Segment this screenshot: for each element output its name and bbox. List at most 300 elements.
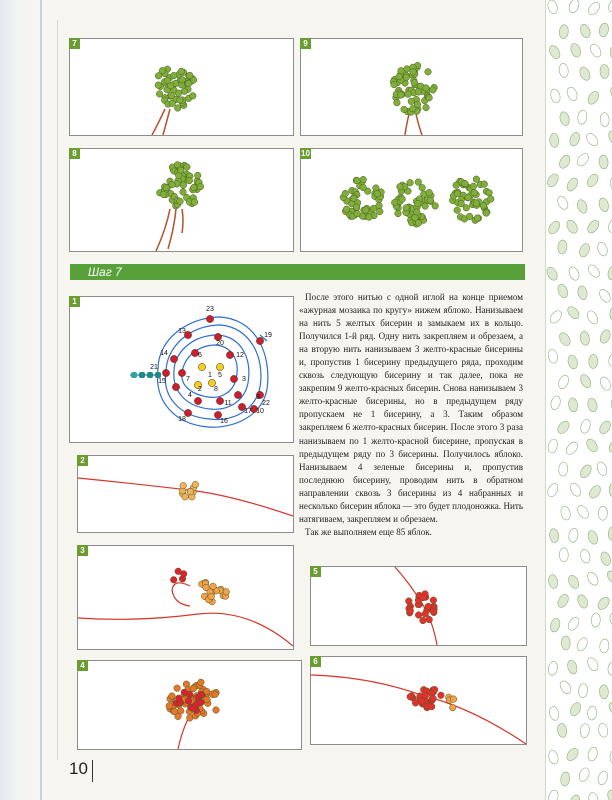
frame-number: 10 <box>301 149 310 158</box>
leaf-ornament <box>576 593 590 609</box>
bead <box>394 99 401 106</box>
bead <box>163 184 170 191</box>
bead <box>190 184 197 191</box>
bead <box>180 571 187 578</box>
leaf-ornament <box>558 111 570 127</box>
bead <box>415 200 422 207</box>
bead <box>480 203 487 210</box>
bead <box>481 181 488 188</box>
leaf-ornament <box>565 746 581 763</box>
bead <box>398 92 405 99</box>
bead <box>186 177 193 184</box>
bead <box>181 88 188 95</box>
bead <box>422 203 429 210</box>
leaf-ornament <box>546 0 559 15</box>
leaf-ornament <box>546 265 559 282</box>
diagram-label: 1 <box>208 372 212 379</box>
leaf-ornament <box>600 112 610 127</box>
leaf-ornament <box>558 63 569 78</box>
bead <box>415 612 422 619</box>
bead <box>430 608 437 615</box>
leaf-ornament <box>607 438 612 455</box>
diagram-label: 17 <box>244 408 252 415</box>
bead <box>430 597 437 604</box>
three-leaves-photo <box>301 149 522 251</box>
bead <box>354 177 361 184</box>
diagram-label: 7 <box>186 376 190 383</box>
bead <box>449 704 456 711</box>
leaf-ornament <box>558 679 573 696</box>
leaf-ornament <box>575 504 590 521</box>
bead <box>425 69 432 76</box>
diagram-bead <box>234 391 241 398</box>
bead <box>474 215 481 222</box>
diagram-bead <box>216 397 223 404</box>
leaf-ornament <box>558 462 568 477</box>
leaf-ornament <box>561 636 570 650</box>
spine-edge <box>40 0 42 800</box>
leaf-ornament <box>587 792 599 800</box>
stem-bead <box>131 372 137 378</box>
bead <box>483 210 490 217</box>
leaf-ornament <box>568 481 583 498</box>
bead <box>156 91 163 98</box>
diagram-label: 16 <box>220 418 228 425</box>
diagram-label: 2 <box>198 386 202 393</box>
bead <box>187 488 194 495</box>
photo-frame-6 <box>310 656 527 745</box>
bead <box>366 214 373 221</box>
leaf-ornament <box>587 746 599 762</box>
bead <box>180 189 187 196</box>
bead <box>213 707 220 714</box>
leaf-ornament <box>568 528 580 543</box>
leaf-ornament <box>585 570 600 587</box>
diagram-label: 9 <box>256 394 260 401</box>
leaf-ornament <box>546 172 560 189</box>
page-number: 10 <box>69 759 88 778</box>
leaf-ornament <box>577 110 588 125</box>
diagram-bead <box>178 369 185 376</box>
bead <box>438 692 445 699</box>
frame-number: 8 <box>69 148 80 159</box>
leaf-ornament <box>578 463 593 480</box>
leaf-ornament <box>560 772 571 787</box>
bead <box>198 699 205 706</box>
bead <box>423 104 430 111</box>
bead <box>184 164 191 171</box>
bead <box>399 196 406 203</box>
leaf-ornament <box>588 42 603 59</box>
leaf-ornament <box>579 548 591 564</box>
leaf-ornament <box>586 263 602 280</box>
stem-bead <box>147 372 153 378</box>
leaf-ornament <box>575 198 588 214</box>
diagram-bead <box>170 355 177 362</box>
bead <box>182 494 189 501</box>
bead <box>187 72 194 79</box>
leaf-ornament <box>549 88 562 104</box>
photo-frame-4 <box>77 660 302 750</box>
leaf-ornament <box>546 219 562 236</box>
bead <box>363 207 370 214</box>
bead <box>404 66 411 73</box>
bead <box>397 184 404 191</box>
leaf-ornament <box>559 548 568 562</box>
leaf-ornament <box>586 397 598 413</box>
leaf-ornament <box>556 195 570 212</box>
bead <box>197 183 204 190</box>
bead <box>180 482 187 489</box>
frame-number: 9 <box>300 38 311 49</box>
leaf-ornament <box>549 395 561 411</box>
leaf-ornament <box>577 285 589 301</box>
bead <box>166 703 173 710</box>
bead <box>169 693 176 700</box>
leaf-ornament <box>587 706 597 721</box>
margin-rule <box>57 20 58 760</box>
leaf-ornament <box>599 639 610 654</box>
frame-number: 4 <box>77 660 88 671</box>
bead <box>180 182 187 189</box>
leaf-ornament <box>560 505 572 521</box>
leaf-ornament <box>598 375 612 391</box>
leaf-ornament <box>586 529 599 545</box>
leaf-ornament <box>598 197 610 213</box>
leaf-ornament <box>585 656 600 673</box>
leaf-ornament <box>580 723 590 738</box>
apple-beadwork-photo <box>311 567 526 645</box>
bead <box>185 80 192 87</box>
diagram-bead <box>198 363 205 370</box>
bead <box>465 194 472 201</box>
bead <box>466 213 473 220</box>
leaf-ornament <box>579 331 590 346</box>
bead <box>470 183 477 190</box>
frame-number: 7 <box>69 38 80 49</box>
diagram-label: 23 <box>206 306 214 313</box>
bead <box>420 617 427 624</box>
bead <box>212 691 219 698</box>
bead <box>403 74 410 81</box>
bead <box>353 204 360 211</box>
leaf-ornament <box>556 283 570 299</box>
bead <box>194 172 201 179</box>
bead <box>396 73 403 80</box>
bead <box>159 67 166 74</box>
leaf-ornament <box>575 151 591 168</box>
bead <box>191 199 198 206</box>
bead <box>408 98 415 105</box>
bead <box>419 184 426 191</box>
diagram-bead <box>230 375 237 382</box>
bead <box>391 81 398 88</box>
bead <box>342 190 349 197</box>
diagram-label: 10 <box>256 408 264 415</box>
bead <box>169 100 176 107</box>
bead <box>360 176 367 183</box>
leaf-ornament <box>566 659 579 675</box>
bead <box>450 696 457 703</box>
leaf-ornament <box>586 89 601 106</box>
leaf-ornament <box>598 328 612 344</box>
bead <box>407 608 414 615</box>
bead <box>426 95 433 102</box>
diagram-bead <box>256 337 263 344</box>
bead <box>395 210 402 217</box>
bead <box>415 89 422 96</box>
leaf-ornament <box>599 685 609 699</box>
leaf-ornament <box>608 612 612 628</box>
bead <box>192 481 199 488</box>
apple-beadwork-photo <box>311 657 526 744</box>
leaf-ornament <box>556 723 567 738</box>
photo-frame-3 <box>77 545 294 650</box>
photo-frame-8 <box>69 148 294 252</box>
leaf-ornament <box>548 706 560 722</box>
bead <box>453 182 460 189</box>
leaf-ornament <box>585 309 600 326</box>
leaf-beadwork-photo <box>301 39 522 135</box>
bead <box>415 179 422 186</box>
diagram-bead <box>162 369 169 376</box>
bead <box>422 611 429 618</box>
leaf-ornament <box>584 131 600 148</box>
leaf-ornament <box>565 304 581 321</box>
bead <box>190 685 197 692</box>
bead <box>174 105 181 112</box>
leaf-ornament <box>565 176 580 193</box>
bead <box>426 616 433 623</box>
diagram-label: 4 <box>188 392 192 399</box>
leaf-pattern <box>546 0 612 800</box>
leaf-ornament <box>557 153 572 170</box>
leaf-ornament <box>596 770 609 786</box>
bead <box>160 191 167 198</box>
bead <box>360 184 367 191</box>
leaf-ornament <box>557 240 567 255</box>
leaf-ornament <box>578 242 592 258</box>
bead <box>177 97 184 104</box>
bead <box>403 205 410 212</box>
page-number-rule <box>92 760 93 782</box>
bead <box>414 101 421 108</box>
leaf-ornament <box>556 593 571 610</box>
diagram-label: 8 <box>214 386 218 393</box>
leaf-ornament <box>596 241 609 257</box>
leaf-ornament <box>565 86 578 102</box>
photo-frame-10 <box>300 148 523 252</box>
leaf-ornament <box>568 397 579 412</box>
leaf-ornament <box>546 482 560 499</box>
diagram-bead <box>172 383 179 390</box>
bead <box>179 77 186 84</box>
bead <box>190 93 197 100</box>
photo-frame-7 <box>69 38 294 136</box>
leaf-ornament <box>566 615 581 632</box>
instruction-text <box>299 291 523 539</box>
diagram-bead <box>216 363 223 370</box>
leaf-ornament <box>579 418 591 434</box>
bead-pattern-diagram <box>70 297 293 442</box>
apple-beadwork-photo <box>78 456 293 532</box>
bead <box>415 220 422 227</box>
bead <box>177 198 184 205</box>
diagram-label: 20 <box>216 340 224 347</box>
leaf-ornament <box>549 528 560 543</box>
bead <box>343 206 350 213</box>
bead <box>351 195 358 202</box>
bead <box>401 106 408 113</box>
bead <box>420 594 427 601</box>
leaf-ornament <box>559 24 569 39</box>
leaf-ornament <box>547 789 560 800</box>
leaf-ornament <box>567 354 579 370</box>
bead <box>488 196 495 203</box>
bead <box>427 197 434 204</box>
bead <box>454 207 461 214</box>
bead <box>174 162 181 169</box>
bead <box>175 90 182 97</box>
bead <box>168 92 175 99</box>
leaf-beadwork-photo <box>70 149 293 251</box>
bead <box>198 691 205 698</box>
bead <box>423 85 430 92</box>
bead <box>204 696 211 703</box>
photo-frame-2 <box>77 455 294 533</box>
leaf-ornament <box>584 437 599 454</box>
bead <box>405 91 412 98</box>
leaf-ornament <box>548 309 564 326</box>
leaf-beadwork-photo <box>70 39 293 135</box>
bead <box>432 203 439 210</box>
bead <box>463 205 470 212</box>
leaf-ornament <box>579 373 593 390</box>
leaf-ornament <box>568 131 582 147</box>
leaf-ornament <box>569 42 582 58</box>
photo-frame-5 <box>310 566 527 646</box>
leaf-ornament <box>608 526 612 541</box>
bead <box>462 180 469 187</box>
leaf-ornament <box>595 461 608 477</box>
leaf-ornament <box>606 789 612 800</box>
diagram-label: 13 <box>178 328 186 335</box>
leaf-ornament <box>566 574 581 591</box>
leaf-ornament <box>549 617 562 633</box>
diagram-frame-1 <box>69 296 294 443</box>
bead <box>374 190 381 197</box>
frame-number: 6 <box>310 656 321 667</box>
bead <box>178 68 185 75</box>
leaf-ornament <box>549 133 559 147</box>
leaf-ornament <box>557 374 571 390</box>
leaf-pattern-border <box>545 0 612 800</box>
leaf-ornament <box>597 723 609 738</box>
bead <box>377 208 384 215</box>
bead <box>171 708 178 715</box>
leaf-ornament <box>569 794 582 800</box>
diagram-bead <box>206 315 213 322</box>
bead <box>454 190 461 197</box>
leaf-ornament <box>547 349 559 365</box>
leaf-ornament <box>567 265 581 281</box>
diagram-label: 19 <box>264 332 272 339</box>
leaf-ornament <box>607 661 612 676</box>
frame-number: 2 <box>77 455 88 466</box>
leaf-ornament <box>587 484 603 501</box>
diagram-label: 21 <box>150 364 158 371</box>
leaf-ornament <box>578 683 589 698</box>
bead <box>410 69 417 76</box>
frame-number: 1 <box>69 296 80 307</box>
apple-beadwork-photo <box>78 546 293 649</box>
leaf-ornament <box>577 766 591 782</box>
bead <box>473 200 480 207</box>
diagram-label: 11 <box>224 400 232 407</box>
leaf-ornament <box>600 64 610 78</box>
bead <box>428 703 435 710</box>
bead <box>164 77 171 84</box>
bead <box>426 189 433 196</box>
diagram-label: 18 <box>178 416 186 423</box>
instruction-paragraph: Так же выполняем еще 85 яблок. <box>305 526 432 537</box>
leaf-ornament <box>547 574 559 589</box>
leaf-ornament <box>547 749 559 765</box>
photo-frame-9 <box>300 38 523 136</box>
diagram-bead <box>194 397 201 404</box>
bead <box>186 691 193 698</box>
leaf-ornament <box>578 65 592 82</box>
leaf-ornament <box>579 23 592 39</box>
leaf-ornament <box>598 419 612 436</box>
leaf-ornament <box>555 419 571 436</box>
frame-number: 3 <box>77 545 88 556</box>
leaf-ornament <box>567 0 580 14</box>
bead <box>430 695 437 702</box>
leaf-ornament <box>605 569 612 586</box>
diagram-label: 14 <box>160 350 168 357</box>
diagram-label: 15 <box>158 378 166 385</box>
leaf-ornament <box>575 636 589 653</box>
leaf-ornament <box>557 331 572 348</box>
diagram-bead <box>226 351 233 358</box>
leaf-ornament <box>564 440 580 457</box>
leaf-ornament <box>585 218 601 235</box>
leaf-ornament <box>597 287 612 304</box>
leaf-ornament <box>547 44 562 61</box>
leaf-ornament <box>585 172 600 189</box>
leaf-ornament <box>586 0 602 17</box>
leaf-ornament <box>589 354 598 368</box>
leaf-ornament <box>598 506 607 520</box>
leaf-ornament <box>568 701 582 718</box>
bead <box>473 176 480 183</box>
bead <box>208 593 215 600</box>
bead <box>407 179 414 186</box>
leaf-ornament <box>547 438 559 454</box>
bead <box>354 210 361 217</box>
leaf-ornament <box>596 595 612 612</box>
bead <box>174 685 181 692</box>
bead <box>486 190 493 197</box>
leaf-ornament <box>606 0 612 14</box>
step-heading-bar <box>70 264 525 280</box>
diagram-label: 3 <box>242 376 246 383</box>
bead <box>190 705 197 712</box>
leaf-ornament <box>599 551 612 567</box>
instruction-paragraph: После этого нитью с одной иглой на конце приемом «ажурная мозаика по кругу» нижем яблоко. Нанизываем на нить 5 желтых бисерин и замыкаем их в кольцо. Получился 1-й ряд. Одну нить закрепляем и обрезаем, а на вторую нить нанизываем 3 желто-красные бисерины и, пропустив 1 бисерину предыдущего ряда, проходим сквозь следующую бисерину и так далее, пока не закрепим 9 желто-красных бисерин. Снова нанизываем 3 желто-красные бисерины, но в предыдущем ряду пропускаем не 1 бисерину, а 3. Таким образом закрепляем 6 желто-красных бисерин. После этого 3 раза нанизываем по 1 желто-красной бисерине, пропуская в предыдущем ряду по 3 бисерины. Получилось яблоко. Нанизываем 4 зеленые бисерины и, пропустив последнюю бисерину, проводим нить в обратном направлении сквозь 3 бисерины из 4 набранных и несколько бисерин яблока — это будет плодоножка. Нить натягиваем, закрепляем и обрезаем. <box>299 292 523 524</box>
leaf-ornament <box>607 129 612 145</box>
